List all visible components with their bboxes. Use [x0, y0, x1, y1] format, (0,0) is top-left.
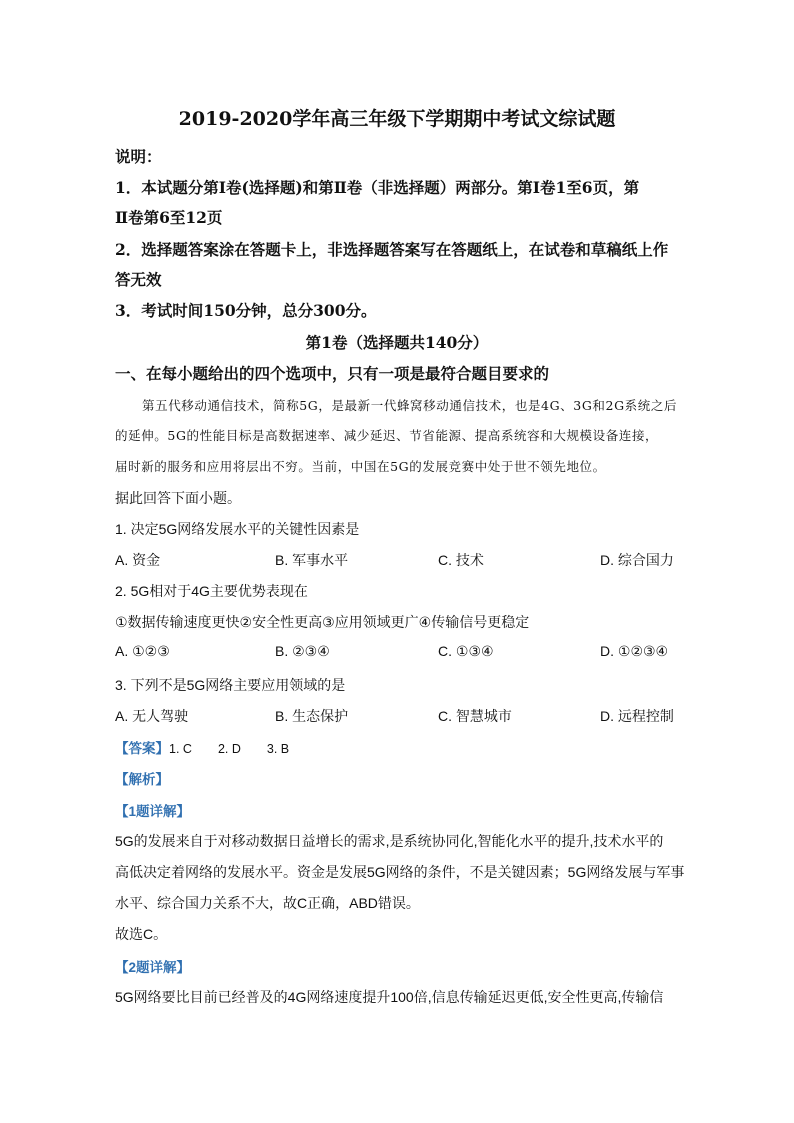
- question-3-option-d: D. 远程控制: [600, 708, 674, 724]
- question-1-stem: 1. 决定5G网络发展水平的关键性因素是: [115, 521, 360, 537]
- note-2-line-1: 2．选择题答案涂在答题卡上，非选择题答案写在答题纸上，在试卷和草稿纸上作: [115, 240, 669, 259]
- answer-line: [115, 737, 315, 757]
- passage-line-2: 的延伸。5G的性能目标是高数据速率、减少延迟、节省能源、提高系统容和大规模设备连接，: [115, 428, 659, 443]
- answer-tag: 【答案】: [115, 741, 169, 756]
- note-1-line-2: Ⅱ卷第6至12页: [115, 208, 223, 227]
- detail-1-line-1: 5G的发展来自于对移动数据日益增长的需求,是系统协同化,智能化水平的提升,技术水平的: [115, 833, 664, 849]
- question-2-option-c: C. ①③④: [438, 643, 494, 659]
- question-1-option-a: A. 资金: [115, 552, 161, 568]
- detail-1-tag: 【1题详解】: [115, 804, 191, 819]
- question-1-option-d: D. 综合国力: [600, 552, 674, 568]
- detail-2-line-1: 5G网络要比目前已经普及的4G网络速度提升100倍,信息传输延迟更低,安全性更高,传输信: [115, 989, 664, 1005]
- page-title: 2019-2020学年高三年级下学期期中考试文综试题: [178, 108, 616, 130]
- question-3-option-a: A. 无人驾驶: [115, 708, 189, 724]
- prompt-text: 据此回答下面小题。: [115, 490, 241, 506]
- volume-title: 第1卷（选择题共140分）: [305, 333, 489, 352]
- answer-3: 3. B: [266, 742, 290, 756]
- analysis-line: [115, 768, 169, 788]
- detail-1-line-4: 故选C。: [115, 926, 168, 942]
- question-3-stem: 3. 下列不是5G网络主要应用领域的是: [115, 677, 346, 693]
- detail-1-heading: [115, 800, 190, 820]
- detail-2-heading: [115, 956, 190, 976]
- question-1-option-b: B. 军事水平: [275, 552, 349, 568]
- passage-line-3: 届时新的服务和应用将层出不穷。当前，中国在5G的发展竞赛中处于世不领先地位。: [115, 459, 606, 474]
- note-1-line-1: 1．本试题分第Ⅰ卷(选择题)和第Ⅱ卷（非选择题）两部分。第Ⅰ卷1至6页，第: [115, 178, 640, 197]
- answer-2: 2. D: [217, 742, 241, 756]
- question-2-stem: 2. 5G相对于4G主要优势表现在: [115, 583, 308, 599]
- question-2-option-b: B. ②③④: [275, 643, 330, 659]
- question-1-option-c: C. 技术: [438, 552, 484, 568]
- section-1-heading: 一、在每小题给出的四个选项中，只有一项是最符合题目要求的: [115, 364, 550, 383]
- question-3-option-b: B. 生态保护: [275, 708, 349, 724]
- note-3: 3．考试时间150分钟，总分300分。: [115, 301, 377, 320]
- detail-1-line-2: 高低决定着网络的发展水平。资金是发展5G网络的条件，不是关键因素；5G网络发展与军事: [115, 864, 685, 880]
- note-2-line-2: 答无效: [115, 270, 162, 289]
- passage-line-1: 第五代移动通信技术，简称5G，是最新一代蜂窝移动通信技术，也是4G、3G和2G系统之后: [142, 398, 678, 413]
- question-3-option-c: C. 智慧城市: [438, 708, 512, 724]
- detail-2-tag: 【2题详解】: [115, 960, 191, 975]
- answer-1: 1. C: [169, 742, 192, 756]
- analysis-tag: 【解析】: [115, 772, 169, 787]
- notes-heading: 说明：: [115, 147, 162, 166]
- question-2-option-d: D. ①②③④: [600, 643, 669, 659]
- detail-1-line-3: 水平、综合国力关系不大，故C正确，ABD错误。: [115, 895, 420, 911]
- question-2-option-a: A. ①②③: [115, 643, 170, 659]
- question-2-statements: ①数据传输速度更快②安全性更高③应用领域更广④传输信号更稳定: [115, 614, 530, 630]
